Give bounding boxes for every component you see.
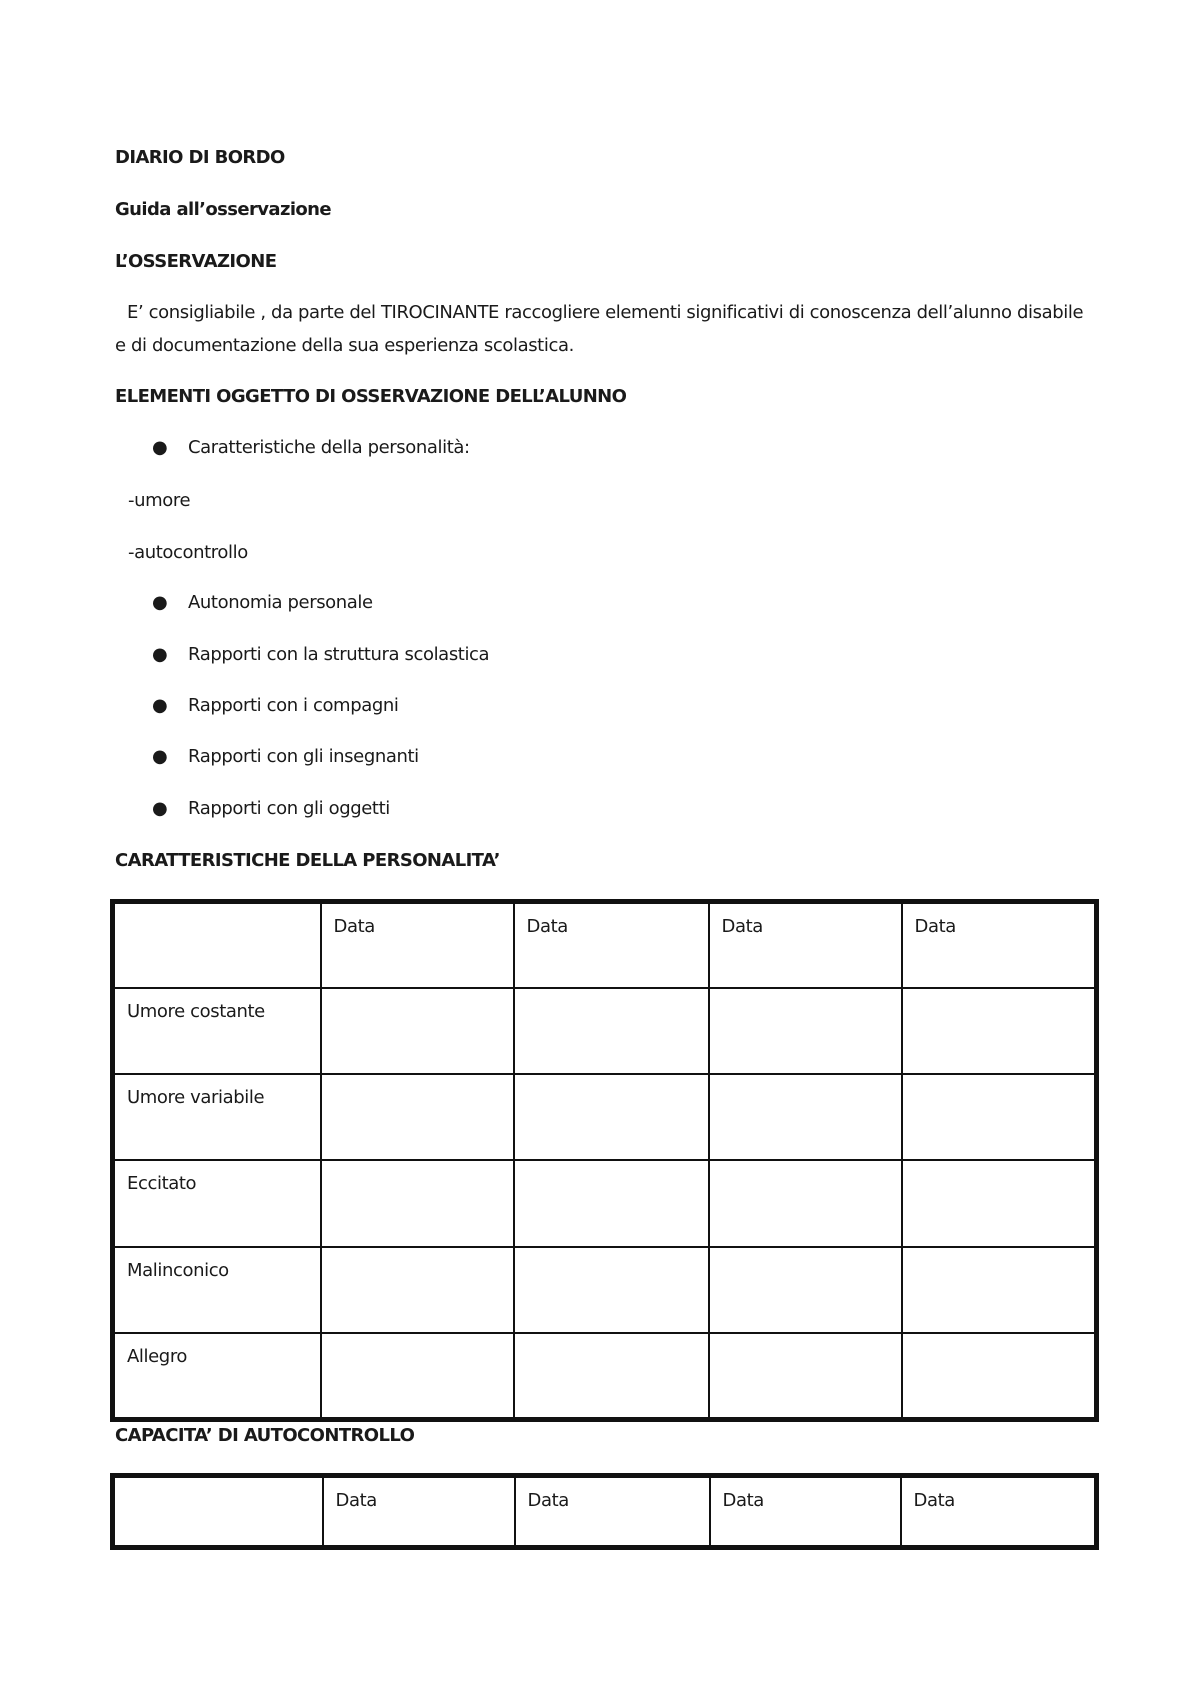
bullet-item [152,592,373,613]
table-cell[interactable] [709,1074,902,1160]
header-cell-date: Data [902,902,1097,988]
document-subtitle: Guida all’osservazione [115,199,331,220]
header-cell-date: Data [514,902,709,988]
row-label: Allegro [113,1333,321,1420]
table-cell[interactable] [902,1074,1097,1160]
header-cell-date: Data [321,902,514,988]
table-cell[interactable] [902,1160,1097,1247]
table-row [113,1160,1097,1247]
table-cell[interactable] [514,1333,709,1420]
header-cell-date: Data [515,1476,710,1548]
table-cell[interactable] [514,1160,709,1247]
table-cell[interactable] [514,1247,709,1333]
section-heading-elements: ELEMENTI OGGETTO DI OSSERVAZIONE DELL’ALUNNO [115,386,627,407]
table-row [113,988,1097,1074]
bullet-label: Autonomia personale [188,592,373,613]
bullet-icon: ● [152,644,168,665]
row-label: Eccitato [113,1160,321,1247]
bullet-icon: ● [152,437,168,458]
header-cell-date: Data [901,1476,1097,1548]
row-label: Umore costante [113,988,321,1074]
intro-paragraph: E’ consigliabile , da parte del TIROCINANTE raccogliere elementi significativi di conoscenza dell’alunno disabile e di documentazione della sua esperienza scolastica. [115,302,1084,356]
header-cell-date: Data [323,1476,515,1548]
autocontrol-table [110,1473,1099,1550]
table-cell[interactable] [709,1160,902,1247]
bullet-label: Caratteristiche della personalità: [188,437,470,458]
bullet-item [152,798,390,819]
section-heading-observation: L’OSSERVAZIONE [115,251,277,272]
table-row [113,1247,1097,1333]
bullet-item-personality [152,437,470,458]
header-cell-date: Data [710,1476,901,1548]
header-cell [113,1476,323,1548]
table-cell[interactable] [321,1247,514,1333]
table-header-row [113,1476,1097,1548]
table-cell[interactable] [902,1247,1097,1333]
bullet-item [152,644,490,665]
bullet-icon: ● [152,746,168,767]
bullet-label: Rapporti con gli insegnanti [188,746,419,767]
table-cell[interactable] [709,1333,902,1420]
bullet-label: Rapporti con la struttura scolastica [188,644,490,665]
table-cell[interactable] [321,1160,514,1247]
table-heading-autocontrol: CAPACITA’ DI AUTOCONTROLLO [115,1425,415,1446]
table-header-row [113,902,1097,988]
table-cell[interactable] [514,988,709,1074]
row-label: Malinconico [113,1247,321,1333]
table-row [113,1333,1097,1420]
bullet-icon: ● [152,592,168,613]
table-cell[interactable] [514,1074,709,1160]
table-cell[interactable] [321,1333,514,1420]
table-cell[interactable] [902,1333,1097,1420]
header-cell [113,902,321,988]
bullet-item [152,746,419,767]
sub-item-umore: -umore [128,490,191,511]
table-cell[interactable] [321,988,514,1074]
document-title: DIARIO DI BORDO [115,147,285,168]
bullet-icon: ● [152,798,168,819]
table-row [113,1074,1097,1160]
header-cell-date: Data [709,902,902,988]
table-cell[interactable] [709,988,902,1074]
personality-table [110,899,1099,1422]
table-cell[interactable] [321,1074,514,1160]
sub-item-autocontrollo: -autocontrollo [128,542,248,563]
table-cell[interactable] [902,988,1097,1074]
bullet-label: Rapporti con i compagni [188,695,399,716]
table-cell[interactable] [709,1247,902,1333]
bullet-item [152,695,399,716]
table-heading-personality: CARATTERISTICHE DELLA PERSONALITA’ [115,850,500,871]
bullet-icon: ● [152,695,168,716]
row-label: Umore variabile [113,1074,321,1160]
bullet-label: Rapporti con gli oggetti [188,798,390,819]
